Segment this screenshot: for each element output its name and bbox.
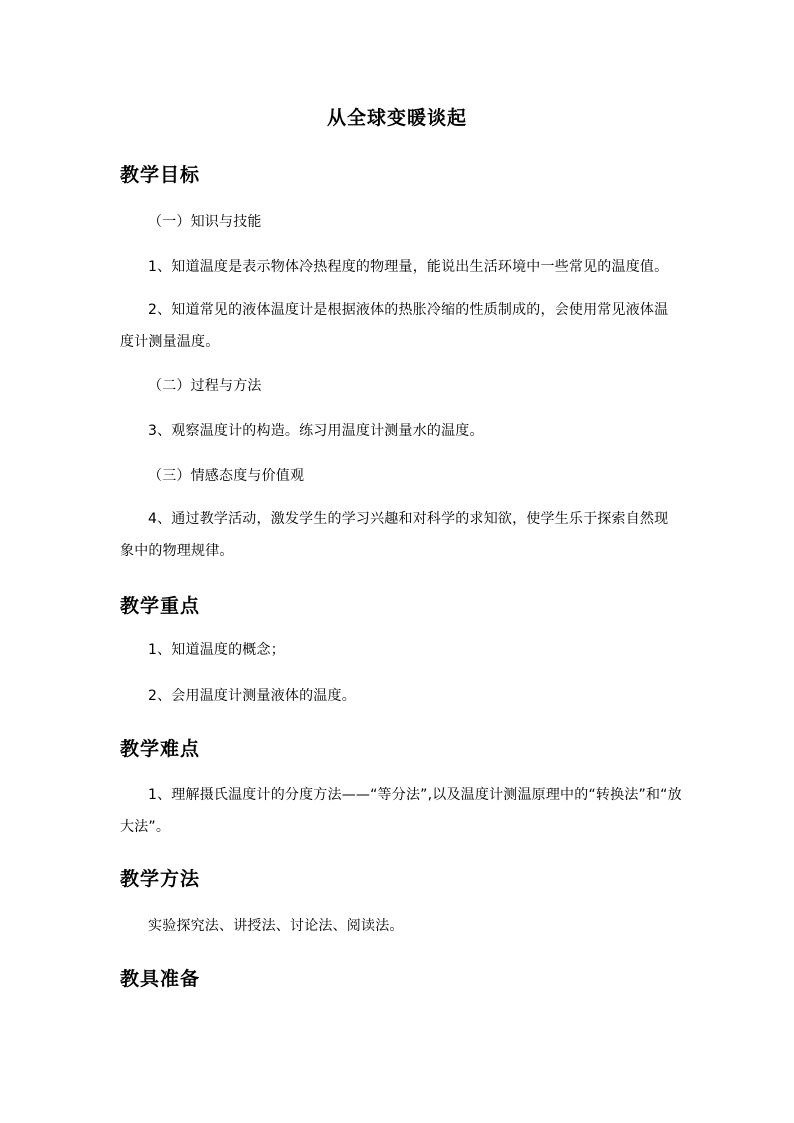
paragraph: 1、知道温度的概念；: [148, 642, 285, 658]
paragraph: （三）情感态度与价值观: [148, 468, 305, 484]
paragraph: （二）过程与方法: [148, 378, 262, 394]
paragraph: 4、通过教学活动，激发学生的学习兴趣和对科学的求知欲，使学生乐于探索自然现象中的物理规律。: [120, 511, 669, 559]
paragraph: 3、观察温度计的构造。练习用温度计测量水的温度。: [148, 423, 484, 439]
paragraph: 2、会用温度计测量液体的温度。: [148, 688, 356, 704]
paragraph: 1、理解摄氏温度计的分度方法——“等分法”,以及温度计测温原理中的“转换法”和“放大法”。: [120, 787, 682, 835]
paragraph: （一）知识与技能: [148, 214, 262, 230]
paragraph: 1、知道温度是表示物体冷热程度的物理量，能说出生活环境中一些常见的温度值。: [148, 259, 669, 275]
section-heading-difficulties: 教学难点: [120, 738, 201, 760]
paragraph: 2、知道常见的液体温度计是根据液体的热胀冷缩的性质制成的，会使用常见液体温度计测量温度。: [120, 302, 669, 350]
section-heading-methods: 教学方法: [120, 868, 201, 890]
section-heading-key-points: 教学重点: [120, 595, 201, 617]
section-heading-materials: 教具准备: [120, 968, 201, 990]
document-title: 从全球变暖谈起: [326, 107, 467, 129]
paragraph: 实验探究法、讲授法、讨论法、阅读法。: [148, 918, 404, 934]
section-heading-objectives: 教学目标: [120, 164, 201, 186]
